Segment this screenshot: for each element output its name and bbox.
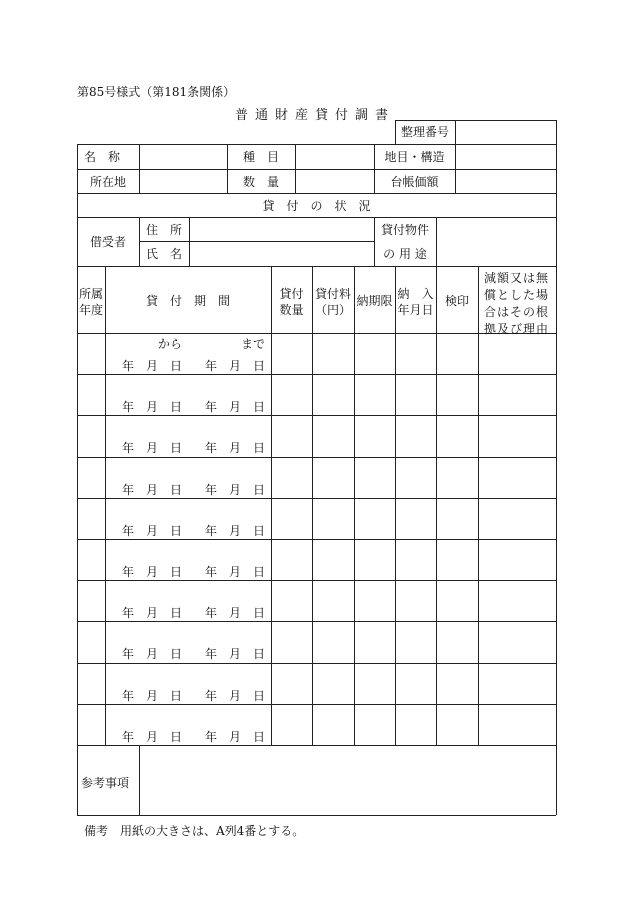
- period-year-label: 年: [122, 524, 135, 538]
- status-section-title: 貸 付 の 状 況: [262, 199, 371, 213]
- period-month-label: 月: [229, 524, 242, 538]
- period-year-label: 年: [122, 565, 135, 579]
- period-month-label: 月: [229, 730, 242, 744]
- rule: [312, 266, 313, 745]
- rule: [395, 266, 396, 745]
- fiscal-year-header-1: 所属: [78, 287, 103, 301]
- period-day-label: 日: [170, 730, 183, 744]
- fee-header-1: 貸付料: [314, 287, 351, 301]
- period-month-label: 月: [146, 565, 159, 579]
- kind-label: 種 目: [242, 150, 279, 164]
- period-month-label: 月: [229, 483, 242, 497]
- period-year-label: 年: [205, 689, 218, 703]
- period-day-label: 日: [253, 483, 266, 497]
- form-number: 第85号様式（第181条関係）: [77, 85, 236, 99]
- period-month-label: 月: [146, 730, 159, 744]
- rule: [189, 217, 190, 266]
- period-month-label: 月: [229, 400, 242, 414]
- period-month-label: 月: [146, 359, 159, 373]
- form-title: 普通財産貸付調書: [234, 108, 395, 123]
- period-year-label: 年: [122, 441, 135, 455]
- period-day-label: 日: [170, 647, 183, 661]
- rule: [77, 169, 556, 170]
- rule: [77, 266, 556, 267]
- fiscal-year-header-2: 年度: [78, 303, 103, 317]
- rule: [271, 266, 272, 745]
- rule: [105, 266, 106, 745]
- name-label: [84, 149, 132, 165]
- location-label: 所在地: [89, 175, 126, 189]
- period-year-label: 年: [205, 647, 218, 661]
- fee-header-2: （円）: [314, 303, 351, 317]
- borrower-label: 借受者: [89, 235, 126, 249]
- rule: [354, 266, 355, 745]
- period-day-label: 日: [170, 483, 183, 497]
- inspection-seal-header: 検印: [444, 294, 469, 308]
- period-day-label: 日: [253, 689, 266, 703]
- period-day-label: 日: [253, 441, 266, 455]
- period-year-label: 年: [122, 606, 135, 620]
- period-day-label: 日: [170, 524, 183, 538]
- rule: [455, 120, 456, 193]
- period-month-label: 月: [146, 689, 159, 703]
- rule: [478, 266, 479, 745]
- rule: [77, 663, 556, 664]
- period-month-label: 月: [229, 359, 242, 373]
- period-day-label: 日: [253, 524, 266, 538]
- rule: [139, 144, 140, 193]
- footer-note: 備考 用紙の大きさは、A列4番とする。: [84, 824, 305, 838]
- period-month-label: 月: [229, 647, 242, 661]
- borrower-name-label: 氏 名: [145, 247, 182, 261]
- ledger-value-label: 台帳価額: [390, 175, 439, 189]
- land-structure-label: 地目・構造: [384, 150, 445, 164]
- remarks-label: 参考事項: [81, 776, 130, 790]
- period-year-label: 年: [205, 565, 218, 579]
- period-year-label: 年: [205, 441, 218, 455]
- rule: [77, 144, 556, 145]
- property-use-label-1: 貸付物件: [380, 223, 429, 237]
- period-until-label: まで: [241, 337, 266, 351]
- period-month-label: 月: [146, 441, 159, 455]
- period-from-label: から: [158, 337, 183, 351]
- reduction-reason-header: 減額又は無償とした場合はその根拠及び理由: [484, 271, 550, 336]
- rule: [77, 457, 556, 458]
- rule: [295, 144, 296, 193]
- period-year-label: 年: [205, 606, 218, 620]
- period-day-label: 日: [170, 689, 183, 703]
- period-year-label: 年: [205, 524, 218, 538]
- period-day-label: 日: [170, 359, 183, 373]
- period-day-label: 日: [170, 400, 183, 414]
- period-month-label: 月: [146, 400, 159, 414]
- period-day-label: 日: [253, 565, 266, 579]
- payment-date-header-1: 納 入: [397, 287, 434, 301]
- period-day-label: 日: [253, 606, 266, 620]
- period-day-label: 日: [253, 647, 266, 661]
- period-year-label: 年: [122, 730, 135, 744]
- rule: [139, 241, 374, 242]
- name-label-text: 名 称: [84, 150, 121, 164]
- period-month-label: 月: [146, 606, 159, 620]
- period-month-label: 月: [229, 565, 242, 579]
- period-year-label: 年: [205, 400, 218, 414]
- lending-period-header: 貸 付 期 間: [145, 294, 230, 308]
- borrower-address-label: 住 所: [145, 223, 182, 237]
- property-use-label-2: の 用 途: [383, 247, 427, 261]
- period-year-label: 年: [205, 483, 218, 497]
- period-day-label: 日: [170, 606, 183, 620]
- period-day-label: 日: [253, 730, 266, 744]
- period-year-label: 年: [122, 647, 135, 661]
- period-day-label: 日: [170, 441, 183, 455]
- management-number-label: 整理番号: [400, 125, 449, 139]
- rule: [436, 217, 437, 266]
- period-month-label: 月: [229, 689, 242, 703]
- period-day-label: 日: [253, 359, 266, 373]
- payment-date-header-2: 年月日: [397, 303, 434, 317]
- rule: [77, 193, 556, 194]
- rule: [139, 745, 140, 815]
- rule: [556, 120, 557, 815]
- rule: [395, 120, 556, 121]
- period-year-label: 年: [122, 359, 135, 373]
- rule: [77, 217, 556, 218]
- period-year-label: 年: [122, 400, 135, 414]
- period-year-label: 年: [205, 730, 218, 744]
- period-day-label: 日: [170, 565, 183, 579]
- quantity-header-2: 数量: [279, 303, 304, 317]
- period-year-label: 年: [205, 359, 218, 373]
- quantity-label: 数 量: [242, 175, 279, 189]
- period-year-label: 年: [122, 483, 135, 497]
- period-month-label: 月: [146, 647, 159, 661]
- period-month-label: 月: [146, 524, 159, 538]
- period-day-label: 日: [253, 400, 266, 414]
- quantity-header-1: 貸付: [279, 287, 304, 301]
- due-date-header: 納期限: [356, 294, 393, 308]
- rule: [77, 815, 556, 816]
- period-month-label: 月: [229, 606, 242, 620]
- period-month-label: 月: [146, 483, 159, 497]
- period-month-label: 月: [229, 441, 242, 455]
- period-year-label: 年: [122, 689, 135, 703]
- rule: [436, 266, 437, 745]
